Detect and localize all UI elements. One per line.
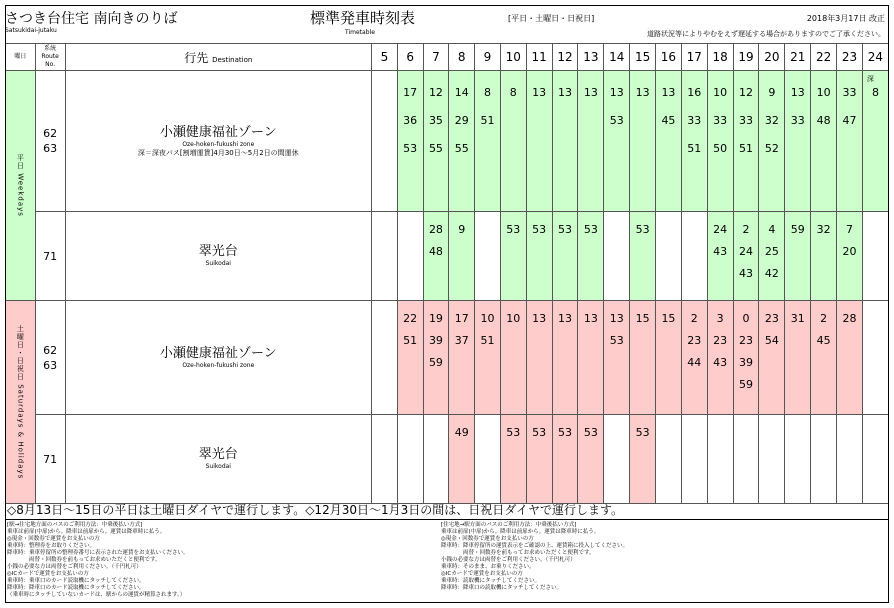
departure-minute: 15 [661,312,676,325]
departure-minute: 29 [454,114,469,127]
hour-cell [423,212,449,301]
departure-minute: 45 [816,334,831,347]
hour-cell [733,71,759,212]
hour-cell [552,301,578,415]
departure-minute: 22 [403,312,418,325]
hour-cell [526,212,552,301]
departure-minute: 23 [739,334,754,347]
hour-cell [397,212,423,301]
departure-minute: 13 [583,86,598,99]
hour-cell [837,212,863,301]
departure-minute: 10 [506,312,521,325]
route-number: 71 [35,415,65,504]
hour-cell [552,212,578,301]
route-number: 62 63 [35,301,65,415]
payment-instructions-to-residential: [駅→住宅地方面のバスのご利用方法：中乗後払い方式] 乗車は前扉(中扉)から。降車は前扉から。運賃は降車時に払う。 ◎現金・回数券で運賃をお支払いの方 乗車時：整理券をお取りください。 降車時：乗車停留所の整理券番号に表示された運賃をお支払いください。 両替・回数券を前もってお求めいただくと便利です。 小銭の必要な方は両替をご利用ください。（千円札可） ◎ICカードで運賃をお支払いの方 乗車時：乗車口のカード読取機にタッチしてください。 降車時：降車口のカード読取機にタッチしてください。 （乗車時にタッチしていないカードは、駅からの運賃が精算されます。） [7,522,189,598]
timetable-row [6,301,889,415]
departure-minute: 9 [768,86,776,99]
destination [65,301,371,415]
departure-minute: 15 [635,312,650,325]
hour-header: 5 [372,44,398,71]
departure-minute: 13 [558,312,572,325]
departure-minute: 33 [790,114,805,127]
weekday-section-label: 平日 Weekdays [6,71,36,301]
departure-minute: 39 [739,356,754,369]
departure-minute: 59 [739,378,754,391]
days-label: [平日・土曜日・日祝日] [508,14,595,23]
timetable-row [6,415,889,504]
timetable-sheet [5,5,889,603]
stop-name: さつき台住宅 南向きのりば [5,11,178,27]
late-night-note: 深＝深夜バス[割増運賃]4月30日〜5月2日の間運休 [137,148,299,157]
hour-cell [500,71,526,212]
departure-minute: 8 [871,86,879,99]
hour-cell [475,212,501,301]
departure-minute: 23 [687,334,702,347]
hour-cell [837,415,863,504]
operation-note: ◇8月13日〜15日の平日は土曜日ダイヤで運行します。◇12月30日〜1月3日の間は、日祝日ダイヤで運行します。 [7,503,624,517]
hour-cell [475,415,501,504]
hour-cell [630,71,656,212]
departure-minute: 17 [454,312,469,325]
hour-header: 23 [837,44,863,71]
departure-minute: 28 [842,312,857,325]
departure-minute: 23 [713,334,728,347]
departure-minute: 7 [845,223,853,236]
hour-header: 11 [526,44,552,71]
hour-cell [707,212,733,301]
departure-minute: 12 [428,86,443,99]
hour-header: 10 [500,44,526,71]
hour-cell [630,212,656,301]
hour-cell [372,415,398,504]
hour-cell [475,71,501,212]
destination [65,71,371,212]
hour-cell [500,301,526,415]
hour-cell [630,415,656,504]
departure-minute: 17 [403,86,418,99]
departure-minute: 24 [739,245,754,258]
hour-cell [604,415,630,504]
departure-minute: 10 [816,86,831,99]
departure-minute: 44 [687,356,702,369]
departure-minute: 4 [768,223,776,236]
delay-notice: 道路状況等によりやむをえず遅延する場合がありますのでご了承ください。 [647,30,885,38]
departure-minute: 53 [558,426,572,439]
route-number: 62 63 [35,71,65,212]
destination [65,415,371,504]
timetable-grid [5,43,889,504]
hour-cell [862,301,888,415]
departure-minute: 50 [713,142,728,155]
departure-minute: 53 [583,426,598,439]
hour-cell [681,71,707,212]
destination-name-en: Suikodai [205,463,231,470]
hour-header: 19 [733,44,759,71]
hour-cell [578,301,604,415]
hour-header: 15 [630,44,656,71]
departure-minute: 23 [764,312,779,325]
hour-cell [862,71,888,212]
destination-name: 小瀬健康福祉ゾーン [159,345,277,361]
departure-minute: 13 [532,86,547,99]
hour-cell [578,212,604,301]
hour-header: 18 [707,44,733,71]
departure-minute: 10 [480,312,495,325]
hour-cell [707,71,733,212]
hour-cell [656,71,682,212]
destination-name: 翠光台 [198,447,238,462]
hour-header: 20 [759,44,785,71]
hour-cell [372,301,398,415]
hour-header: 6 [397,44,423,71]
hour-cell [811,71,837,212]
departure-minute: 33 [687,114,702,127]
departure-minute: 47 [842,114,857,127]
hour-header: 13 [578,44,604,71]
departure-minute: 13 [609,86,624,99]
page-title-en: Timetable [345,29,375,36]
departure-minute: 8 [509,86,517,99]
departure-minute: 25 [764,245,779,258]
hour-cell [759,415,785,504]
departure-minute: 51 [480,334,495,347]
hour-cell [811,301,837,415]
destination-name-en: Oze-hoken-fukushi zone [182,140,255,148]
hour-header: 7 [423,44,449,71]
hour-cell [397,301,423,415]
hour-cell [604,301,630,415]
departure-minute: 31 [790,312,805,325]
departure-minute: 53 [609,114,624,127]
departure-minute: 33 [739,114,754,127]
departure-minute: 13 [558,86,572,99]
departure-minute: 13 [635,86,650,99]
table-header-row [6,44,889,71]
hour-cell [475,301,501,415]
departure-minute: 13 [532,312,547,325]
departure-minute: 37 [454,334,469,347]
departure-minute: 55 [454,142,469,155]
departure-minute: 20 [842,245,857,258]
departure-minute: 53 [506,426,521,439]
departure-minute: 13 [609,312,624,325]
day-column-header: 曜日 [6,44,36,71]
departure-minute: 59 [790,223,805,236]
departure-minute: 13 [583,312,598,325]
hour-cell [500,212,526,301]
hour-cell [500,415,526,504]
hour-cell [423,301,449,415]
route-column-header: 系統 Route No. [35,44,65,71]
destination [65,212,371,301]
hour-cell [862,212,888,301]
hour-header: 21 [785,44,811,71]
hour-cell [423,71,449,212]
departure-minute: 54 [764,334,779,347]
hour-cell [526,415,552,504]
hour-cell [423,415,449,504]
departure-minute: 19 [428,312,443,325]
departure-minute: 53 [532,223,547,236]
departure-minute: 2 [690,312,698,325]
hour-header: 24 [862,44,888,71]
departure-minute: 9 [458,223,466,236]
hour-cell [578,71,604,212]
hour-cell [759,301,785,415]
hour-cell [681,301,707,415]
hour-header: 22 [811,44,837,71]
hour-cell [604,71,630,212]
departure-minute: 53 [506,223,521,236]
departure-minute: 53 [635,223,650,236]
revision-date: 2018年3月17日 改正 [806,14,885,23]
departure-minute: 32 [816,223,831,236]
hour-cell [733,212,759,301]
hour-cell [397,415,423,504]
hour-cell [785,301,811,415]
hour-header: 14 [604,44,630,71]
hour-cell [449,212,475,301]
departure-minute: 51 [739,142,754,155]
departure-minute: 48 [428,245,443,258]
departure-minute: 12 [739,86,754,99]
hour-cell [372,212,398,301]
hour-cell [630,301,656,415]
departure-minute: 3 [716,312,724,325]
destination-column-header: 行先 Destination [65,44,371,71]
payment-instructions-to-station: [住宅地→駅方面のバスのご利用方法：中乗後払い方式] 乗車は前扉(中扉)から。降車は前扉から。運賃は降車時に払う。 ◎現金・回数券で運賃をお支払いの方 降車時：降車停留所の運賃表示をご確認の上、運賃箱に投入してください。 両替・回数券を前もってお求めいただくと便利です。 小銭の必要な方は両替をご利用ください。（千円札可） 乗車時：そのまま、お乗りください。 ◎ICカードで運賃をお支払いの方 乗車時：読取機にタッチしてください。 降車時：降車口の読取機にタッチしてください。 [441,522,629,591]
departure-minute: 43 [713,356,728,369]
departure-minute: 13 [661,86,676,99]
hour-cell [862,415,888,504]
departure-minute: 13 [790,86,805,99]
destination-name-en: Oze-hoken-fukushi zone [182,361,255,369]
departure-minute: 39 [428,334,443,347]
hour-header: 17 [681,44,707,71]
hour-cell [526,301,552,415]
departure-minute: 59 [428,356,443,369]
destination-name-en: Suikodai [205,260,231,267]
hour-cell [785,212,811,301]
hour-cell [656,301,682,415]
departure-minute: 24 [713,223,728,236]
hour-cell [526,71,552,212]
departure-minute: 43 [739,267,754,280]
hour-cell [449,71,475,212]
page-title: 標準発車時刻表 [310,9,416,27]
stop-name-roman: Satsukidai-jutaku [5,27,57,34]
hour-cell [785,71,811,212]
departure-minute: 10 [713,86,728,99]
departure-minute: 53 [635,426,650,439]
departure-minute: 36 [403,114,418,127]
departure-minute: 33 [842,86,857,99]
departure-minute: 43 [713,245,728,258]
hour-cell [578,415,604,504]
departure-minute: 0 [742,312,750,325]
hour-cell [449,301,475,415]
departure-minute: 8 [483,86,491,99]
departure-minute: 16 [687,86,702,99]
timetable-row [6,212,889,301]
departure-minute: 52 [764,142,779,155]
hour-cell [372,71,398,212]
late-night-mark: 深 [866,75,874,83]
hour-cell [811,415,837,504]
departure-minute: 53 [558,223,572,236]
departure-minute: 53 [609,334,624,347]
hour-cell [604,212,630,301]
hour-cell [733,415,759,504]
departure-minute: 53 [583,223,598,236]
hour-cell [552,71,578,212]
hour-cell [837,71,863,212]
hour-header: 16 [656,44,682,71]
departure-minute: 51 [687,142,702,155]
timetable-row [6,71,889,212]
hour-header: 12 [552,44,578,71]
departure-minute: 53 [403,142,418,155]
footer-divider [5,519,889,520]
hour-cell [552,415,578,504]
hour-cell [656,415,682,504]
hour-cell [837,301,863,415]
departure-minute: 28 [428,223,443,236]
hour-cell [759,212,785,301]
hour-cell [733,301,759,415]
hour-cell [397,71,423,212]
departure-minute: 49 [454,426,469,439]
hour-header: 8 [449,44,475,71]
hour-cell [785,415,811,504]
hour-cell [681,415,707,504]
departure-minute: 2 [742,223,750,236]
departure-minute: 45 [661,114,676,127]
holiday-section-label: 土曜日・日祝日 Saturdays & Holidays [6,301,36,504]
destination-name: 翠光台 [198,244,238,259]
destination-name: 小瀬健康福祉ゾーン [159,124,277,140]
departure-minute: 55 [428,142,443,155]
hour-header: 9 [475,44,501,71]
departure-minute: 32 [764,114,779,127]
departure-minute: 48 [816,114,831,127]
departure-minute: 42 [764,267,779,280]
hour-cell [449,415,475,504]
departure-minute: 53 [532,426,547,439]
hour-cell [656,212,682,301]
hour-cell [707,301,733,415]
departure-minute: 51 [403,334,418,347]
departure-minute: 51 [480,114,495,127]
route-number: 71 [35,212,65,301]
departure-minute: 33 [713,114,728,127]
departure-minute: 35 [428,114,443,127]
departure-minute: 14 [454,86,469,99]
departure-minute: 2 [820,312,828,325]
hour-cell [681,212,707,301]
hour-cell [811,212,837,301]
hour-cell [707,415,733,504]
hour-cell [759,71,785,212]
